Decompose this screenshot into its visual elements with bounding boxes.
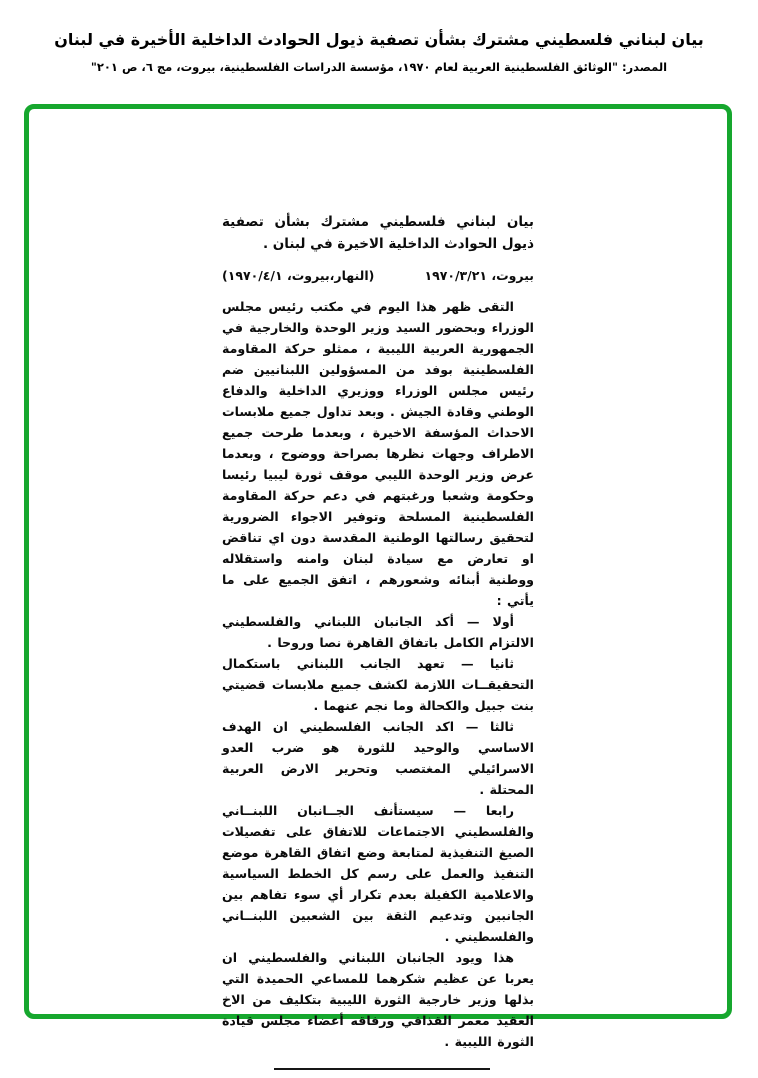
paragraph-fourth-item: رابعا — سيستأنف الجــانبان اللبنــاني والفلسطيني الاجتماعات للاتفاق على تفصيلات الصيغ التنفيذية لمتابعة وضع اتفاق القاهرة موضع التنفيذ والعمل على رسم كل الخطط السياسية والاعلامية الكفيلة بعدم تكرار أي سوء تفاهم بين الجانبين وتدعيم الثقة بين الشعبين اللبنــاني والفلسطيني . xyxy=(222,803,534,944)
dateline xyxy=(222,268,534,283)
paragraph-second-item: ثانيا — تعهد الجانب اللبناني باستكمال التحقيقــات اللازمة لكشف جميع ملابسات قضيتي بنت جبيل والكحالة وما نجم عنهما . xyxy=(222,656,534,713)
dateline-reference: (النهار،بيروت، ١٩٧٠/٤/١) xyxy=(222,268,375,283)
paragraph-intro: التقى ظهر هذا اليوم في مكتب رئيس مجلس الوزراء وبحضور السيد وزير الوحدة والخارجية في الجمهورية العربية الليبية ، ممثلو حركة المقاومة الفلسطينية بوفد من المسؤولين اللبنانيين ضم رئيس مجلس الوزراء ووزيري الداخلية والدفاع الوطني وقادة الجيش . وبعد تداول جميع ملابسات الاحداث المؤسفة الاخيرة ، وبعدما طرحت جميع الاطراف وجهات نظرها بصراحة ووضوح ، وبعدما عرض وزير الوحدة الليبي موقف ثورة ليبيا رئيسا وحكومة وشعبا ورغبتهم في دعم حركة المقاومة الفلسطينية المسلحة وتوفير الاجواء الضرورية لتحقيق رسالتها الوطنية المقدسة دون اي تناقض او تعارض مع سيادة لبنان وامنه واستقلاله ووطنية أبنائه وشعورهم ، اتفق الجميع على ما يأتي : xyxy=(222,299,534,608)
scan-page xyxy=(222,109,534,1070)
end-rule xyxy=(274,1068,490,1070)
document-title: بيان لبناني فلسطيني مشترك بشأن تصفية ذيول الحوادث الداخلية الاخيرة في لبنان . xyxy=(222,214,534,252)
document-body xyxy=(222,296,534,1052)
document-frame xyxy=(24,104,732,1049)
page-header xyxy=(0,0,758,74)
paragraph-first-item: أولا — أكد الجانبان اللبناني والفلسطيني الالتزام الكامل باتفاق القاهرة نصا وروحا . xyxy=(222,614,534,650)
paragraph-third-item: ثالثا — اكد الجانب الفلسطيني ان الهدف الاساسي والوحيد للثورة هو ضرب العدو الاسرائيلي المغتصب وتحرير الارض العربية المحتلة . xyxy=(222,719,534,797)
header-source: المصدر: "الوثائق الفلسطينية العربية لعام ١٩٧٠، مؤسسة الدراسات الفلسطينية، بيروت، مج ٦، ص ٢٠١" xyxy=(90,60,668,74)
dateline-date: بيروت، ١٩٧٠/٣/٢١ xyxy=(424,268,534,283)
paragraph-closing: هذا ويود الجانبان اللبناني والفلسطيني ان يعربا عن عظيم شكرهما للمساعي الحميدة التي بذلها وزير خارجية الثورة الليبية بتكليف من الاخ العقيد معمر القذافي ورفاقه أعضاء مجلس قيادة الثورة الليبية . xyxy=(222,950,534,1049)
header-title: بيان لبناني فلسطيني مشترك بشأن تصفية ذيول الحوادث الداخلية الأخيرة في لبنان xyxy=(54,30,704,49)
